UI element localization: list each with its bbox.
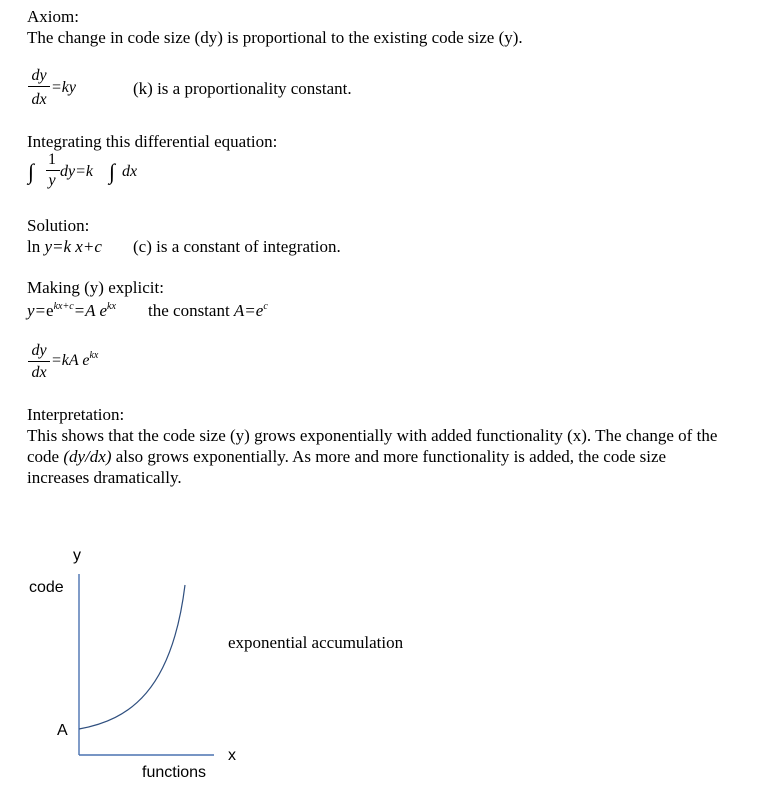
integration-heading: Integrating this differential equation:	[27, 132, 278, 151]
derivative-rhs: =kA e	[51, 352, 90, 369]
axiom-eq-rhs: =ky	[51, 79, 76, 96]
explicit-heading: Making (y) explicit:	[27, 278, 164, 297]
ln-function: ln	[27, 237, 41, 256]
interpretation-text-after: also grows exponentially. As more and more functionality is added, the code size increases dramatically.	[27, 447, 667, 487]
integration-tail: dx	[122, 163, 138, 180]
integral-sign-1: ∫	[28, 159, 35, 184]
explicit-note-prefix: the constant	[148, 301, 230, 320]
derivative-numerator: dy	[31, 342, 47, 359]
exponential-curve	[79, 585, 185, 729]
axiom-eq-denominator: dx	[31, 91, 47, 108]
solution-heading: Solution:	[27, 216, 90, 235]
axiom-note: (k) is a proportionality constant.	[133, 79, 352, 98]
explicit-exponent-2: kx	[107, 301, 116, 312]
x-axis-label: x	[228, 747, 236, 764]
derivative-denominator: dx	[31, 364, 47, 381]
derivative-exponent: kx	[89, 350, 99, 361]
y-axis-title: code	[29, 579, 64, 596]
explicit-lhs: y=	[27, 301, 47, 320]
explicit-mid: =A e	[73, 301, 108, 320]
axiom-eq-numerator: dy	[31, 67, 47, 84]
y-axis-label: y	[73, 547, 81, 564]
interpretation-heading: Interpretation:	[27, 405, 125, 424]
interpretation-inline-math: (dy/dx)	[63, 447, 112, 466]
intercept-label: A	[57, 722, 68, 739]
explicit-exponent-3: c	[263, 301, 268, 312]
x-axis-title: functions	[142, 764, 207, 781]
integration-frac-num: 1	[48, 151, 56, 168]
axiom-heading: Axiom:	[27, 7, 79, 26]
integration-mid: dy=k	[60, 163, 93, 180]
interpretation-text-before: This shows that the code size (y) grows exponentially with added functionality (x). The change of the code	[27, 426, 718, 466]
explicit-const: A=e	[233, 301, 264, 320]
solution-note: (c) is a constant of integration.	[133, 237, 341, 256]
explicit-base: e	[46, 301, 54, 320]
solution-eq: y=k x+c	[44, 237, 102, 256]
integration-frac-den: y	[48, 172, 56, 189]
axiom-statement: The change in code size (dy) is proportional to the existing code size (y).	[27, 28, 523, 47]
explicit-exponent-1: kx+c	[53, 301, 74, 312]
integral-sign-2: ∫	[109, 159, 116, 184]
curve-label: exponential accumulation	[228, 633, 404, 652]
